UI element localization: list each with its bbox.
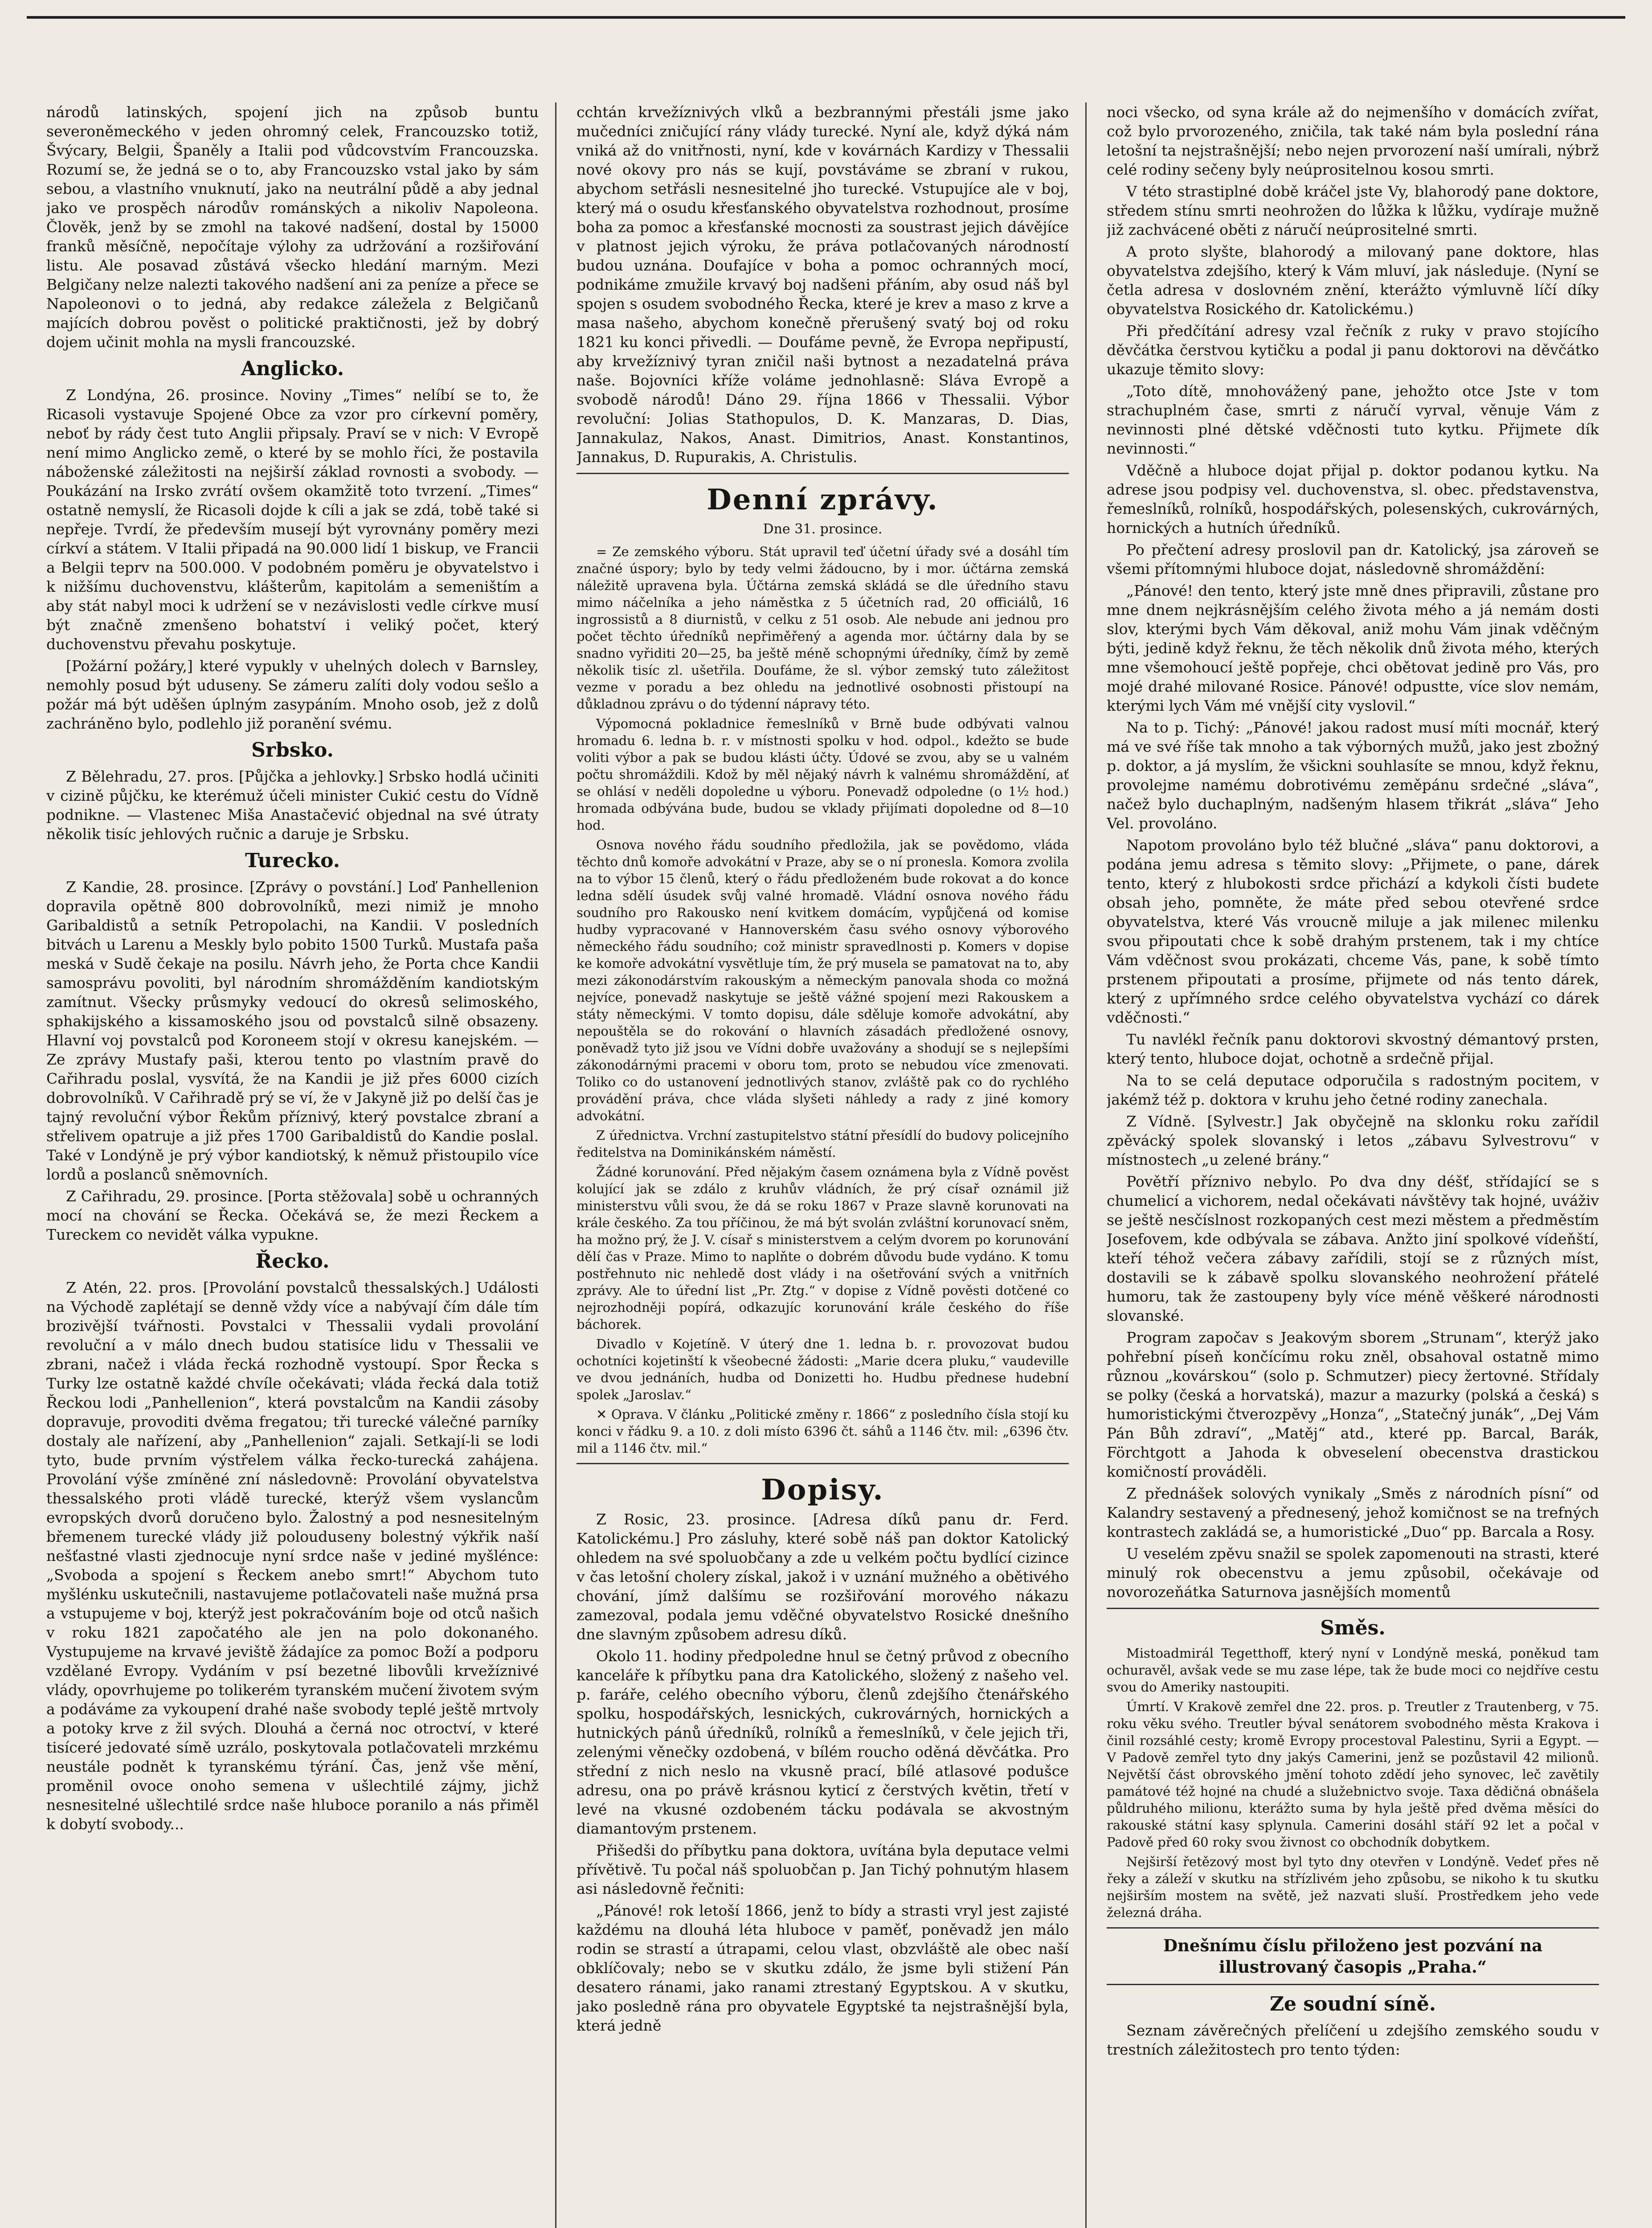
paragraph: Z přednášek solových vynikaly „Směs z národních písní“ od Kalandry sestavený a přednesený, jehož komičnost se na trefných kontrastech zakládá se, a humoristické „Duo“ pp. Barcala a Rosy. [1107,1485,1599,1540]
paragraph: Program započav s Jeakovým sborem „Strunam“, kterýž jako pohřební píseň končícímu roku zněl, obsahoval ostatně mimo různou „kovárskou“ (solo p. Schmutzer) piecy žertovné. Střídaly se polky (česká a horvatská), mazur a mazurky (polská a česká) s humoristickými čtverozpěvy „Honza“, „Statečný junák“, „Dej Vám Pán Bůh zdraví“, „Matěj“ atd., které pp. Barcal, Barák, Förchtgott a Jahoda k obveselení obecenstva drastickou komičností prováděli. [1107,1329,1599,1480]
paragraph: Napotom provoláno bylo též blučné „sláva“ panu doktorovi, a podána jemu adresa s těmito slovy: „Přijmete, o pane, dárek tento, který z hlubokosti srdce přichází a kdykoli čísti budete obsah jeho, pomněte, že máte před sebou otevřené srdce obyvatelstva, které Vás vroucně miluje a jak milenec milenku svou připoutati chce k sobě drahým prstenem, tak i my chtíce Vám vděčnost svou prokázati, chceme Vás, pane, k sobě tímto prstenem připoutati a prosíme, přijmete od nás tento dárek, který z upřímného srdce celého obyvatelstva vychází co dárek vděčnosti.“ [1107,836,1599,1026]
paragraph: Výpomocná pokladnice řemeslníků v Brně bude odbývati valnou hromadu 6. ledna b. r. v místnosti spolku v hod. odpol., kdežto se bude voliti výbor a pak se budou klásti účty. Údové se zvou, aby se u valném počtu shromáždili. Kdož by měl nějaký návrh k valnému shromáždění, ať se ohlásí v neděli dopoledne u výboru. Ponevadž odpoledne (o 1½ hod.) hromada odbývána bude, budou se vklady přijímati dopoledne od 8—10 hod. [577,716,1069,833]
paragraph: Z Kandie, 28. prosince. [Zprávy o povstání.] Loď Panhellenion dopravila opětně 800 dobrovolníků, mezi nimiž je mnoho Garibaldistů a setník Petropolachi, na Kandii. V posledních bitvách u Larenu a Meskly bylo pobito 1500 Turků. Mustafa paša meská v Sudě čekaje na posilu. Návrh jeho, že Porta chce Kandii samosprávu povoliti, byl národním shromážděním kandiotským zamítnut. Všecky průsmyky vedoucí do okresů selimoského, sphakijského a kissamoského jsou od povstalců silně obsazeny. Hlavní voj povstalců pod Koroneem stojí v okresu kanejském. — Ze zprávy Mustafy paši, kterou tento po vlastním pravě do Cařihradu poslal, vysvítá, že na Kandii je již přes 6000 cizích dobrovolníků. V Cařihradě prý se ví, že v Jakyně již po delší čas je tajný revoluční výbor Řekům příznivý, který povstalce zbraní a střelivem opatruje a již přes 1700 Garibaldistů do Kandie poslal. Také v Londýně je prý výbor kandiotský, k němuž přistoupilo více lordů a poslanců sněmovních. [46,878,539,1183]
paragraph: Tu navlékl řečník panu doktorovi skvostný démantový prsten, který tento, hluboce dojat, ochotně a srdečně přijal. [1107,1031,1599,1067]
paragraph: ✕ Oprava. V článku „Politické změny r. 1866“ z posledního čísla stojí ku konci v řádku 9. a 10. z doli místo 6396 čt. sáhů a 1146 čtv. mil: „6396 čtv. mil a 1146 čtv. mil.“ [577,1407,1069,1456]
paragraph: cchtán krvežíznivých vlků a bezbrannými přestáli jsme jako mučedníci zničující rány vlády turecké. Nyní ale, když dýká nám vniká až do vnitřnosti, nyní, kde v kovárnách Kardizy v Thessalii nové okovy pro nás se kují, povstáváme se zbraní v rukou, abychom setřásli nesnesitelné jho turecké. Vstupujíce ale v boj, který má o osudu křesťanského obyvatelstva rozhodnout, prosíme boha za pomoc a křesťanské mocnosti za soustrast jejich dávějíce v platnost jejich výroku, že práva potlačovaných národností budou uznána. Doufajíce v boha a pomoc ochranných mocí, podnikáme zmužile krvavý boj nadšeni přáním, aby osud náš byl spojen s osudem svobodného Řecka, které je krev a maso z krve a masa našeho, abychom konečně přerušený svatý boj od roku 1821 ku konci přivedli. — Doufáme pevně, že Evropa nepřipustí, aby krvežíznivý tyran zničil naši bytnost a nezadatelná práva naše. Bojovníci kříže voláme jednohlasně: Sláva Evropě a svobodě národů! Dáno 29. října 1866 v Thessalii. Výbor revoluční: Jolias Stathopulos, D. K. Manzaras, D. Dias, Jannakulaz, Nakos, Anast. Dimitrios, Anast. Konstantinos, Jannakus, D. Rupurakis, A. Christulis. [577,103,1069,466]
paragraph: „Pánové! rok letoší 1866, jenž to bídy a strasti vryl jest zajisté každému na dlouhá léta hluboce v paměť, poněvadž jen málo rodin se strastí a útrapami, celou vlast, obzvláště ale obec naší obklíčovaly; nebo se v skutku zdálo, že jsme byli stižení Pán desatero ránami, jako ranami ztrestaný Egyptskou. A v skutku, jako posledně rána pro obyvatele Egyptské ta nejstrašnější byla, která jedně [577,1902,1069,2034]
section-heading-smes: Směs. [1320,1617,1386,1639]
paragraph: „Pánové! den tento, který jste mně dnes připravili, zůstane pro mne dnem nejkrásnějším celého života mého a já nemám dosti slov, kterými bych Vám děkoval, aniž mohu Vám jinak vděčným býti, jedině když řeknu, že těch několik dnů života mého, kterých mne všemohoucí ještě popřeje, chci obětovat jedině pro Vás, pro mojé drahé milované Rosice. Pánové! odpustte, více slov nemám, kterými lych Vám mé vnější city vyslovil.“ [1107,582,1599,714]
paragraph: Z úřednictva. Vrchní zastupitelstvo státní přesídlí do budovy policejního ředitelstva na Dominikánském náměstí. [577,1128,1069,1160]
column-divider [555,102,556,2228]
paragraph: Žádné korunování. Před nějakým časem oznámena byla z Vídně pověst kolující jak se zdálo z kruhův vládních, že prý císař oznámil již ministerstvu vůli svou, že dá se roku 1867 v Praze slavně korunovati na krále českého. Za tou příčinou, že má být svolán zvláštní korunovací sněm, ha možno prý, že J. V. císař s ministerstvem a celým dvorem po korunování dělí čas v Praze. Mimo to naplňte o dobrém důvodu bude vydáno. K tomu postřehnuto nic nehledě dost vlády i na ošetřování svých a vnitřních zprávy. Ale to úřední list „Pr. Ztg.“ v dopise z Vídně pověsti dotčené co nejrozhodněji popírá, odkazujíc korunování krále českého do říše báchorek. [577,1164,1069,1332]
section-divider [1107,1608,1599,1609]
paragraph: Na to se celá deputace odporučila s radostným pocitem, v jakémž též p. doktora v kruhu jeho četné rodiny zanechala. [1107,1072,1599,1108]
top-border-rule [27,16,1625,19]
paragraph: Povětří příznivo nebylo. Po dva dny déšť, střídající se s chumelicí a vichorem, nedal očekávati návštěvy tak hojné, uváživ se ještě nesčíslnost rozkopaných cest mezi městem a předměstím Josefovem, kde odbývala se zábava. Anžto jiní spolkové vídeňští, kteří téhož večera zábavy zařídili, stojí se z různých míst, dostavili se k zábavě spolku slovanského neohrožení přátelé humoru, tak že zastoupeny byly více méně věškeré národnosti slovanské. [1107,1173,1599,1324]
column-divider [1085,102,1087,2228]
paragraph: noci všecko, od syna krále až do nejmenšího v domácích zvířat, což bylo prvorozeného, zničila, tak také nám byla poslední rána letošní ta nejstrašnější; nebo nejen prvorození naší umírali, nýbrž celé rodiny sečeny byly neúprositelnou kosou smrti. [1107,103,1599,178]
column-3 [1107,102,1599,2228]
section-heading-anglicko: Anglicko. [241,357,344,380]
paragraph: Osnova nového řádu soudního předložila, jak se povědomo, vláda těchto dnů komoře advokátní v Praze, aby se o ní pronesla. Komora zvolila na to výbor 15 členů, který o řádu předloženém bude rokovat a do konce ledna sdělí úsudek svůj valné hromadě. Vládní osnova nového řádu soudního pro Rakousko není kvitkem domácím, vypůjčená od komise hudby vypracované v Hannoverském času svého osnovy výborového německého řádu soudního; což ministr spravedlnosti p. Komers v dopise ke komoře advokátní vysvětluje tím, že prý musela se pamatovat na to, aby mezi zákonodárstvím rakouským a německým panovala shoda co možná nejvíce, ponevadž naskytuje se ještě vážné spojení mezi Rakouskem a státy německými. V tomto dopisu, dále sděluje komoře advokátní, aby nepouštěla se do rokování o hlavních zásadách předložené osnovy, poněvadž tyto již jsou ve Vídni dobře uvažovány a shodují se s nejlepšími zákonodárnými pracemi v oboru tom, proto se nebudou více zmenovati. Toliko co do ustanovení jednotlivých stanov, zvláště pak co do rychlého provádění práva, chce vláda slyšeti náhledy a rady z jiné komory advokátní. [577,837,1069,1123]
paragraph: Z Londýna, 26. prosince. Noviny „Times“ nelíbí se to, že Ricasoli vystavuje Spojené Obce za vzor pro církevní poměry, neboť by rády čest tuto Anglii připsaly. Praví se v nich: V Evropě není mimo Anglicko země, o které by se mohlo říci, že postavila náboženské záležitosti na nejširší základ rovnosti a svobody. — Poukázání na Irsko zvrátí ovšem okamžitě toto tvrzení. „Times“ ostatně nemyslí, že Ricasoli dojde k cíli a jak se zdá, tobě také si nepřeje. Tvrdí, že především musejí být vyrovnány poměry mezi církví a státem. V Italii připadá na 90.000 lidí 1 biskup, ve Francii a Belgii teprv na 500.000. V podobném poměru je obyvatelstvo i k nižšímu duchovenstvu, klášterům, kapitolám a semeništím a aby stát nabyl moci k udržení se v nezávislosti vedle církve musí být značně zmenšeno bohatství i veliký počet, který duchovenstvu převahu poskytuje. [46,386,539,653]
section-divider [577,473,1069,474]
paragraph: = Ze zemského výboru. Stát upravil teď účetní úřady své a dosáhl tím značné úspory; bylo by tedy velmi žádoucno, by i mor. účtárna zemská náležitě upravena byla. Účtárna zemská skládá se dle úředního stavu mimo náčelníka a jeho náměstka z 5 účetních rad, 20 officiálů, 16 ingrossistů a 8 diurnistů, v celku z 51 osob. Ale nebude ani jednou pro počet těchto úředníků nepřiměřený a agenda mor. účtárny dala by se snadno vyřiditi 20—25, ba ještě méně schopnými úředníky, čímž by země několik tisíc zl. ušetřila. Doufáme, že sl. výbor zemský tuto záležitost vezme v poradu a bez ohledu na jednotlivé osobnosti přistoupí na důkladnou zprávu o do týdenní nápravy této. [577,544,1069,712]
paragraph: Při předčítání adresy vzal řečník z ruky v pravo stojícího děvčátka čerstvou kytičku a podal ji panu doktorovi na děvčátko ukazuje těmito slovy: [1107,322,1599,378]
paragraph: Okolo 11. hodiny předpoledne hnul se četný průvod z obecního kanceláře k příbytku pana dra Katolického, složený z našeho vel. p. faráře, celého obecního výboru, členů zdejšího čtenářského spolku, hospodářských, lesnických, cukrovárných, hornických a hutnických pánů úředníků, rolníků a řemeslníků, v čele jejich tři, zelenými věnečky ozdobená, v bílém roucho oděná děvčátka. Pro střední z nich neslo na vkusně prací, bílé atlasové podušce adresu, ona po právě krásnou kyticí z čerstvých květin, třetí v levé na vkusné ozdobeném tácku podávala se akvostným diamantovým prstenem. [577,1647,1069,1837]
paragraph: V této strastiplné době kráčel jste Vy, blahorodý pane doktore, středem stínu smrti neohrožen do lůžka k lůžku, vydíraje mužně již zachvácené oběti z náručí neúprositelné smrti. [1107,183,1599,238]
section-divider [577,1463,1069,1464]
paragraph: A proto slyšte, blahorodý a milovaný pane doktore, hlas obyvatelstva zdejšího, který k Vám mluví, jak následuje. (Nyní se četla adresa v doslovném znění, kterážto výmluvně líčí díky obyvatelstva Rosického dr. Katolickému.) [1107,243,1599,318]
column-1 [46,102,539,2228]
section-divider [1107,1984,1599,1985]
section-heading-dopisy: Dopisy. [761,1473,884,1507]
column-2 [577,102,1069,2228]
paragraph: Z Cařihradu, 29. prosince. [Porta stěžovala] sobě u ochranných mocí na chování se Řecka. Očekává se, že mezi Řeckem a Tureckem co nevidět válka vypukne. [46,1188,539,1243]
paragraph: [Požární požáry,] které vypukly v uhelných dolech v Barnsley, nemohly posud být uduseny. Se zámeru zalíti doly vodou sešlo a požár má být uděšen úplným zasypáním. Mnoho osob, jež z dolů zachráněno bylo, podlehlo již poranění svému. [46,657,539,732]
paragraph: Nejširší řetězový most byl tyto dny otevřen v Londýně. Vedeť přes ně řeky a záleží v skutku na střízlivém jeho způsobu, se nikoho k tu skutku nejširším mostem na světě, jež nazvati sluší. Prostředkem jeho vede železná dráha. [1107,1854,1599,1920]
paragraph: Z Vídně. [Sylvestr.] Jak obyčejně na sklonku roku zařídil zpěvácký spolek slovanský i letos „zábavu Sylvestrovu“ v místnostech „u zelené brány.“ [1107,1113,1599,1168]
section-heading-turecko: Turecko. [245,849,340,872]
section-heading-srbsko: Srbsko. [251,739,334,762]
paragraph: Z Rosic, 23. prosince. [Adresa díků panu dr. Ferd. Katolickému.] Pro zásluhy, které sobě náš pan doktor Katolický ohledem na své spoluobčany a zde u velkém počtu bydlící cizince v čas letošní cholery získal, jakož i v uznání mužného a obětivého chování, jímž dalšímu se rozšiřování morového nákazu zamezoval, podala jemu vděčné obyvatelstvo Rosické dnešního dne slavným způsobem adresu díků. [577,1511,1069,1643]
paragraph: Divadlo v Kojetíně. V úterý dne 1. ledna b. r. provozovat budou ochotníci kojetinští k všeobecné žádosti: „Marie dcera pluku,“ vaudeville ve dvou jednáních, hudba od Donizetti ho. Hudbu přednese hudební spolek „Jaroslav.“ [577,1336,1069,1402]
paragraph: Na to p. Tichý: „Pánové! jakou radost musí míti mocnář, který má ve své říše tak mnoho a tak výborných mužů, jako jest zbožný p. doktor, a já myslím, že všickni souhlasíte se mnou, když řeknu, provolejme namému dobrotivému zeměpánu srdečné „sláva“, načež bylo duchaplným, nadšeným hlasem třikrát „sláva“ Jeho Vel. provoláno. [1107,719,1599,832]
section-heading-recko: Řecko. [255,1250,330,1273]
paragraph: národů latinských, spojení jich na způsob buntu severoněmeckého v jeden ohromný celek, Francouzsko totiž, Švýcary, Belgii, Španěly a Italii pod vůdcovstvím Francouzska. Rozumí se, že jedná se o to, aby Francouzsko vstal jako by sám sebou, a vlastního vnuknutí, jako na neutrální půdě a aby jednal jako ve prospěch národův románských a nikoliv Napoleona. Člověk, jenž by se zmohl na takové nadšení, dostal by 15000 franků měsíčně, nepočítaje výlohy za udržování a rozšiřování listu. Ale posavad zůstává všecko hledání marným. Mezi Belgičany nelze nalezti takového nadšení ani za peníze a přece se Napoleonovi o to jedná, aby redakce záležela z Belgičanů majících dobrou pověst o politické praktičnosti, jež by dobrý dojem učinit mohla na mysli francouzské. [46,103,539,351]
supplement-notice: Dnešnímu číslu přiloženo jest pozvání na illustrovaný časopis „Praha.“ [1163,1936,1543,1977]
paragraph: U veselém zpěvu snažil se spolek zapomenouti na strasti, které minulý rok obecenstvu a jemu způsobil, očekávaje od novorozeňátka Saturnova jasnějších momentů [1107,1545,1599,1601]
section-heading-denni-zpravy: Denní zprávy. [707,483,939,516]
section-heading-ze-soudni-sine: Ze soudní síně. [1269,1993,1436,2015]
paragraph: Po přečtení adresy proslovil pan dr. Katolický, jsa zároveň se všemi přítomnými hluboce dojat, následovně shromáždění: [1107,541,1599,577]
paragraph: „Toto dítě, mnohovážený pane, jehožto otce Jste v tom strachuplném čase, smrti z náručí vyrval, věnuje Vám z nevinnosti plné dětské vděčnosti tuto kytku. Přijmete dík nevinnosti.“ [1107,382,1599,457]
paragraph: Mistoadmirál Tegetthoff, který nyní v Londýně meská, poněkud tam ochuravěl, avšak vede se mu zase lépe, tak že bude moci co nejdříve cestu svou do Ameriky nastoupiti. [1107,1646,1599,1695]
section-date: Dne 31. prosince. [763,521,883,537]
paragraph: Vděčně a hluboce dojat přijal p. doktor podanou kytku. Na adrese jsou podpisy vel. duchovenstva, sl. obec. představenstva, řemeslníků, rolníků, hospodářských, polesenských, cukrovárných, hornických a hutních úředníků. [1107,462,1599,537]
paragraph: Seznam závěrečných přelíčení u zdejšího zemského soudu v trestních záležitostech pro tento týden: [1107,2022,1599,2058]
paragraph: Úmrtí. V Krakově zemřel dne 22. pros. p. Treutler z Trautenberg, v 75. roku věku svého. Treutler býval senátorem svobodného města Krakova i činil rozsáhlé cesty; kromě Evropy procestoval Palestinu, Syrii a Egypt. — V Padově zemřel tyto dny jakýs Camerini, jenž se pozůstavil 42 milionů. Největší část obrovského jmění tohoto zdědí jeho synovec, leč zavětily památové též hojné na chudé a služebnictvo svoje. Taxa dědičná obnášela půldruhého milionu, kterážto suma by hyla ještě před dvěma měsíci do rakouské státní kasy splynula. Camerini dosáhl stáří 92 let a počal v Padově před 60 roky svou živnost co obchodník dobytkem. [1107,1699,1599,1850]
paragraph: Přišedši do příbytku pana doktora, uvítána byla deputace velmi přívětivě. Tu počal náš spoluobčan p. Jan Tichý pohnutým hlasem asi následovně řečniti: [577,1842,1069,1897]
paragraph: Z Bělehradu, 27. pros. [Půjčka a jehlovky.] Srbsko hodlá učiniti v cizině půjčku, ke kterémuž účeli minister Cukić cestu do Vídně podnikne. — Vlastenec Miša Anastačević objednal na své útraty několik tisíc jehlových ručnic a daruje je Srbsku. [46,768,539,843]
section-divider [1107,1927,1599,1929]
paragraph: Z Atén, 22. pros. [Provolání povstalců thessalských.] Události na Východě zaplétají se denně vždy více a nabývají čím dále tím brozivější tvářnosti. Povstalci v Thessalii vydali provolání revoluční a v málo dnech budou statisíce lidu v Thessalii ve zbrani, načež i vláda řecká rozhodně vystoupí. Spor Řecka s Turky lze ostatně každé chvíle očekávati; vláda řecká dala totiž Řeckou lodi „Panhellenion“, která povstalcům na Kandii zásoby dopravuje, provoditi dvěma fregatou; tři turecké válečné parníky dostaly ale nařízení, aby „Panhellenion“ zajali. Setkají-li se lodi tyto, bude prvním výstřelem válka řecko-turecká zahájena. Provolání výše zmíněné zní následovně: Provolání obyvatelstva thessalského proti vládě turecké, kterýž všem vyslancům evropských dvorů doručeno bylo. Žalostný a pod nesnesitelným břemenem turecké vlády již polouduseny bolestný výkřik naší nešťastné vlasti zjednocuje nyní srdce naše v jediné myšlénce: „Svoboda a spojení s Řeckem anebo smrt!“ Abychom tuto myšlénku uskutečnili, nastavujeme potlačovateli naše mužná prsa a vstupujeme v boj, kterýž jest pokračováním boje od otců našich v roku 1821 započatého ale jen na polo dokonaného. Vystupujeme na krvavé jeviště žádajíce za pomoc Boží a podporu vzdělané Evropy. Vydáním v psí bezetné libovůli krvežíznivé vlády, opovrhujeme po tolikerém tyranském mučení životem svým a podáváme za vykoupení drahé naše svobody teplé ještě mrtvoly a potoky krve z žil svých. Dlouhá a černá noc otroctví, v které tisíceré jedovaté símě uzrálo, poskytovala potlačovateli mrzkému neustále podnět k tyranskému týrání. Čas, jenž vše mění, proměnil ovoce onoho semena v ušlechtilé zájmy, jichž nesnesitelné ušlechtilé srdce naše hluboce poranilo a nás přiměl k dobytí svobody... [46,1279,539,1833]
